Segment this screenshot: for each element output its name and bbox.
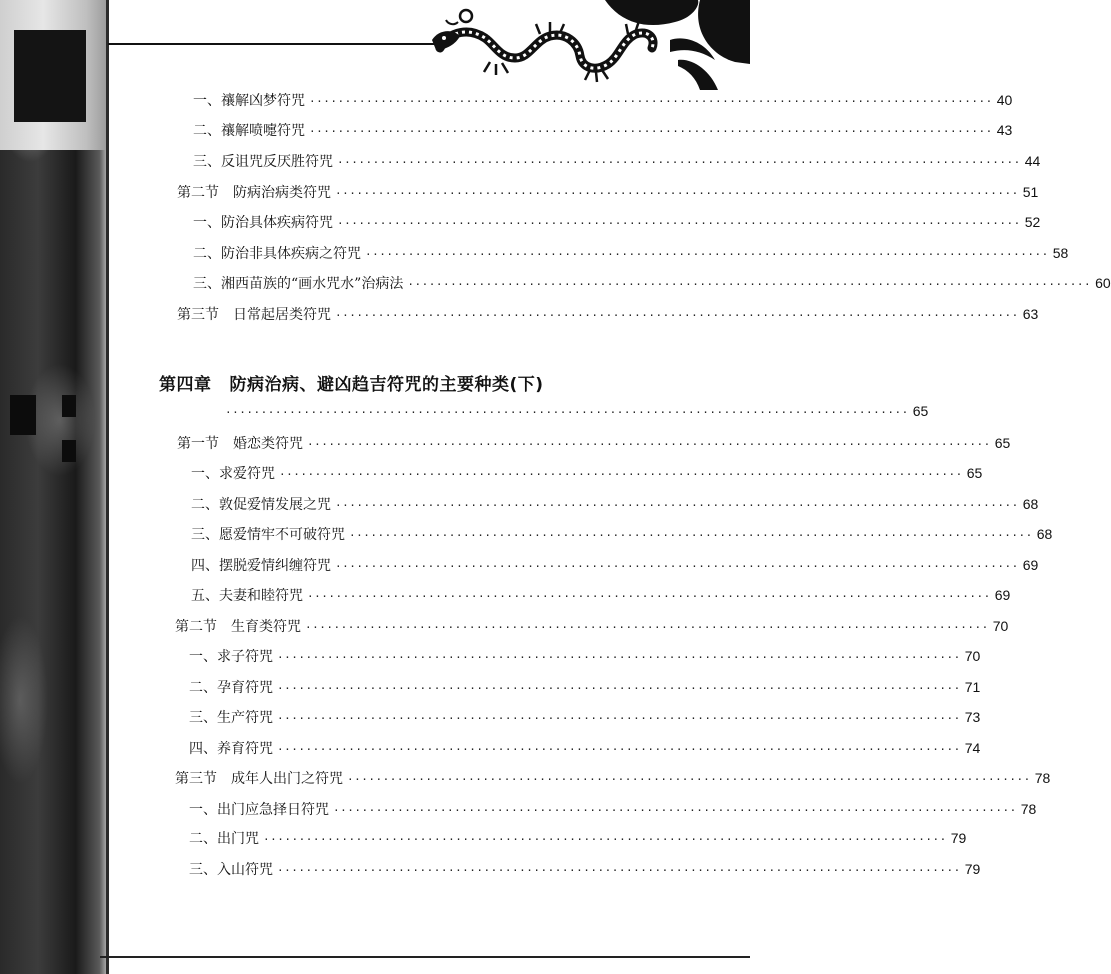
toc-page-number: 58 xyxy=(1052,245,1069,261)
dot-leader: ································································································ xyxy=(365,248,1049,261)
toc-entry xyxy=(189,860,981,880)
toc-entry xyxy=(191,586,1011,606)
toc-page-number: 60 xyxy=(1095,275,1111,291)
toc-entry-label: 三、反诅咒反厌胜符咒 xyxy=(193,154,333,170)
dot-leader: ································································································ xyxy=(277,682,961,695)
dot-leader: ································································································ xyxy=(309,95,993,108)
toc-page-number: 69 xyxy=(1022,557,1039,573)
dot-leader: ································································································ xyxy=(277,712,961,725)
toc-entry-label: 第三节 日常起居类符咒 xyxy=(177,307,331,323)
toc-section-entry xyxy=(177,183,1039,203)
toc-entry-label: 第一节 婚恋类符咒 xyxy=(177,436,303,452)
toc-page-number: 63 xyxy=(1022,306,1039,322)
toc-page-number: 65 xyxy=(912,403,929,419)
toc-entry-label: 五、夫妻和睦符咒 xyxy=(191,588,303,604)
toc-page-number: 40 xyxy=(996,92,1013,108)
toc-page-number: 44 xyxy=(1024,153,1041,169)
dot-leader: ································································································ xyxy=(307,438,991,451)
dot-leader: ································································································ xyxy=(305,621,989,634)
toc-page-number: 65 xyxy=(966,465,983,481)
toc-entry-label: 二、孕育符咒 xyxy=(189,680,273,696)
toc-page-number: 51 xyxy=(1022,184,1039,200)
toc-entry-label: 四、养育符咒 xyxy=(189,741,273,757)
toc-section-entry xyxy=(177,305,1039,325)
dot-leader: ································································································ xyxy=(309,125,993,138)
toc-entry-label: 第三节 成年人出门之符咒 xyxy=(175,771,343,787)
toc-page-number: 52 xyxy=(1024,214,1041,230)
toc-entry xyxy=(191,525,1053,545)
dot-leader: ································································································ xyxy=(277,743,961,756)
chapter-number: 第四章 xyxy=(159,375,212,395)
toc-entry xyxy=(193,244,1069,264)
toc-entry xyxy=(193,91,1013,111)
dot-leader: ································································································ xyxy=(277,651,961,664)
toc-entry xyxy=(193,274,1111,294)
toc-page-number: 43 xyxy=(996,122,1013,138)
dot-leader: ································································································ xyxy=(407,278,1092,291)
dot-leader: ································································································ xyxy=(335,309,1019,322)
toc-page-number: 65 xyxy=(994,435,1011,451)
toc-entry xyxy=(189,647,981,667)
chapter-heading xyxy=(159,370,544,395)
footer-rule xyxy=(100,956,750,958)
toc-section-entry xyxy=(177,434,1011,454)
toc-entry xyxy=(189,678,981,698)
dot-leader: ································································································ xyxy=(335,560,1019,573)
dot-leader: ································································································ xyxy=(337,217,1021,230)
dot-leader: ································································································ xyxy=(347,773,1031,786)
toc-page-number: 71 xyxy=(964,679,981,695)
toc-page-number: 73 xyxy=(964,709,981,725)
toc-entry xyxy=(193,121,1013,141)
toc-page-number: 78 xyxy=(1020,801,1037,817)
dot-leader: ································································································ xyxy=(349,529,1033,542)
dot-leader: ································································································ xyxy=(333,804,1017,817)
chapter-leader-row xyxy=(225,402,929,422)
dot-leader: ································································································ xyxy=(263,833,947,846)
toc-entry-label: 二、防治非具体疾病之符咒 xyxy=(193,246,361,262)
toc-entry xyxy=(189,800,1037,820)
toc-entry xyxy=(189,739,981,759)
toc-entry-label: 二、出门咒 xyxy=(189,831,259,847)
toc-entry xyxy=(193,152,1041,172)
toc-entry-label: 一、求爱符咒 xyxy=(191,466,275,482)
toc-entry-label: 一、出门应急择日符咒 xyxy=(189,802,329,818)
toc-entry-label: 一、求子符咒 xyxy=(189,649,273,665)
chapter-title: 防病治病、避凶趋吉符咒的主要种类(下) xyxy=(229,375,544,395)
toc-entry-label: 一、防治具体疾病符咒 xyxy=(193,215,333,231)
toc-entry-label: 第二节 防病治病类符咒 xyxy=(177,185,331,201)
toc-page-number: 70 xyxy=(992,618,1009,634)
toc-entry-label: 三、愿爱情牢不可破符咒 xyxy=(191,527,345,543)
toc-entry-label: 三、入山符咒 xyxy=(189,862,273,878)
dot-leader: ································································································ xyxy=(225,406,909,419)
toc-entry-label: 三、生产符咒 xyxy=(189,710,273,726)
dot-leader: ································································································ xyxy=(279,468,963,481)
toc-entry xyxy=(191,556,1039,576)
toc-page-number: 79 xyxy=(964,861,981,877)
dot-leader: ································································································ xyxy=(335,499,1019,512)
toc-entry-label: 二、敦促爱情发展之咒 xyxy=(191,497,331,513)
toc-entry xyxy=(189,829,967,849)
dot-leader: ································································································ xyxy=(335,187,1019,200)
toc-page-number: 69 xyxy=(994,587,1011,603)
toc-entry xyxy=(191,495,1039,515)
toc-entry xyxy=(189,708,981,728)
toc-entry-label: 二、禳解喷嚏符咒 xyxy=(193,123,305,139)
toc-page-number: 78 xyxy=(1034,770,1051,786)
toc-entry-label: 一、禳解凶梦符咒 xyxy=(193,93,305,109)
toc-page-number: 68 xyxy=(1022,496,1039,512)
toc-page-number: 74 xyxy=(964,740,981,756)
toc-entry xyxy=(193,213,1041,233)
toc-entry xyxy=(191,464,983,484)
toc-page-number: 68 xyxy=(1036,526,1053,542)
toc-section-entry xyxy=(175,617,1009,637)
dot-leader: ································································································ xyxy=(307,590,991,603)
toc-page-number: 79 xyxy=(950,830,967,846)
toc-entry-label: 三、湘西苗族的“画水咒水”治病法 xyxy=(193,276,404,292)
toc-page-number: 70 xyxy=(964,648,981,664)
dot-leader: ································································································ xyxy=(337,156,1021,169)
dot-leader: ································································································ xyxy=(277,864,961,877)
toc-entry-label: 四、摆脱爱情纠缠符咒 xyxy=(191,558,331,574)
toc-section-entry xyxy=(175,769,1051,789)
toc-entry-label: 第二节 生育类符咒 xyxy=(175,619,301,635)
